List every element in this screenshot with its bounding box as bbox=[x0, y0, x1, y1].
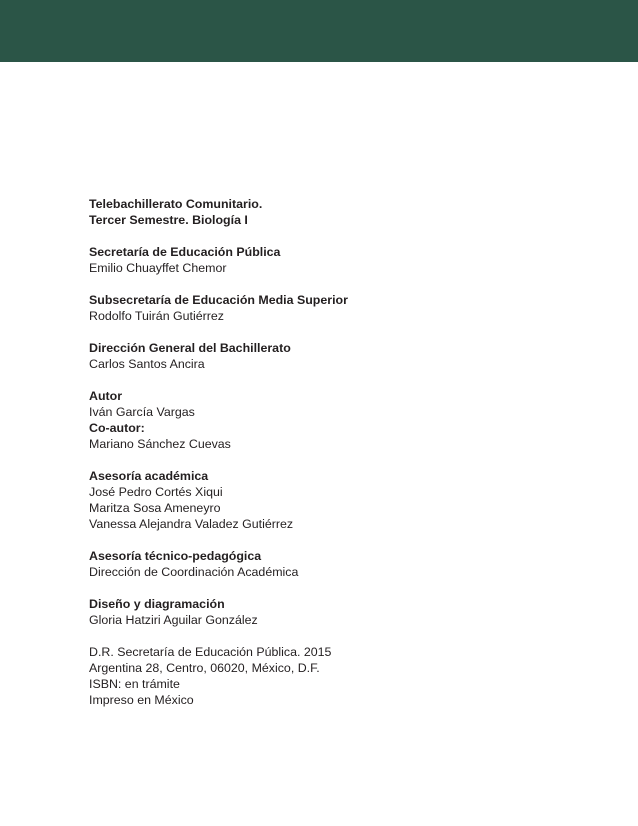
academic-advisory-block bbox=[89, 468, 609, 532]
academic-advisor-name: José Pedro Cortés Xiqui bbox=[89, 485, 223, 499]
sems-block bbox=[89, 292, 609, 324]
dgb-block bbox=[89, 340, 609, 372]
book-title-block bbox=[89, 196, 609, 228]
rights-line: D.R. Secretaría de Educación Pública. 2015 bbox=[89, 645, 332, 659]
academic-advisor-name: Maritza Sosa Ameneyro bbox=[89, 501, 221, 515]
technical-advisory-heading: Asesoría técnico-pedagógica bbox=[89, 549, 262, 563]
author-heading: Autor bbox=[89, 389, 123, 403]
coauthor-heading: Co-autor: bbox=[89, 421, 145, 435]
author-name: Iván García Vargas bbox=[89, 405, 195, 419]
dgb-heading: Dirección General del Bachillerato bbox=[89, 341, 291, 355]
rights-block bbox=[89, 644, 609, 708]
technical-advisory-name: Dirección de Coordinación Académica bbox=[89, 565, 299, 579]
design-heading: Diseño y diagramación bbox=[89, 597, 225, 611]
sems-heading: Subsecretaría de Educación Media Superior bbox=[89, 293, 348, 307]
coauthor-name: Mariano Sánchez Cuevas bbox=[89, 437, 231, 451]
sep-name: Emilio Chuayffet Chemor bbox=[89, 261, 227, 275]
design-name: Gloria Hatziri Aguilar González bbox=[89, 613, 258, 627]
colophon bbox=[89, 196, 609, 724]
sep-heading: Secretaría de Educación Pública bbox=[89, 245, 281, 259]
sems-name: Rodolfo Tuirán Gutiérrez bbox=[89, 309, 224, 323]
address-line: Argentina 28, Centro, 06020, México, D.F. bbox=[89, 661, 320, 675]
printed-line: Impreso en México bbox=[89, 693, 194, 707]
authors-block bbox=[89, 388, 609, 452]
sep-block bbox=[89, 244, 609, 276]
academic-advisor-name: Vanessa Alejandra Valadez Gutiérrez bbox=[89, 517, 294, 531]
academic-advisory-heading: Asesoría académica bbox=[89, 469, 209, 483]
dgb-name: Carlos Santos Ancira bbox=[89, 357, 205, 371]
design-block bbox=[89, 596, 609, 628]
technical-advisory-block bbox=[89, 548, 609, 580]
isbn-line: ISBN: en trámite bbox=[89, 677, 180, 691]
header-bar bbox=[0, 0, 638, 62]
book-title-line-2: Tercer Semestre. Biología I bbox=[89, 213, 248, 227]
book-title-line-1: Telebachillerato Comunitario. bbox=[89, 197, 263, 211]
